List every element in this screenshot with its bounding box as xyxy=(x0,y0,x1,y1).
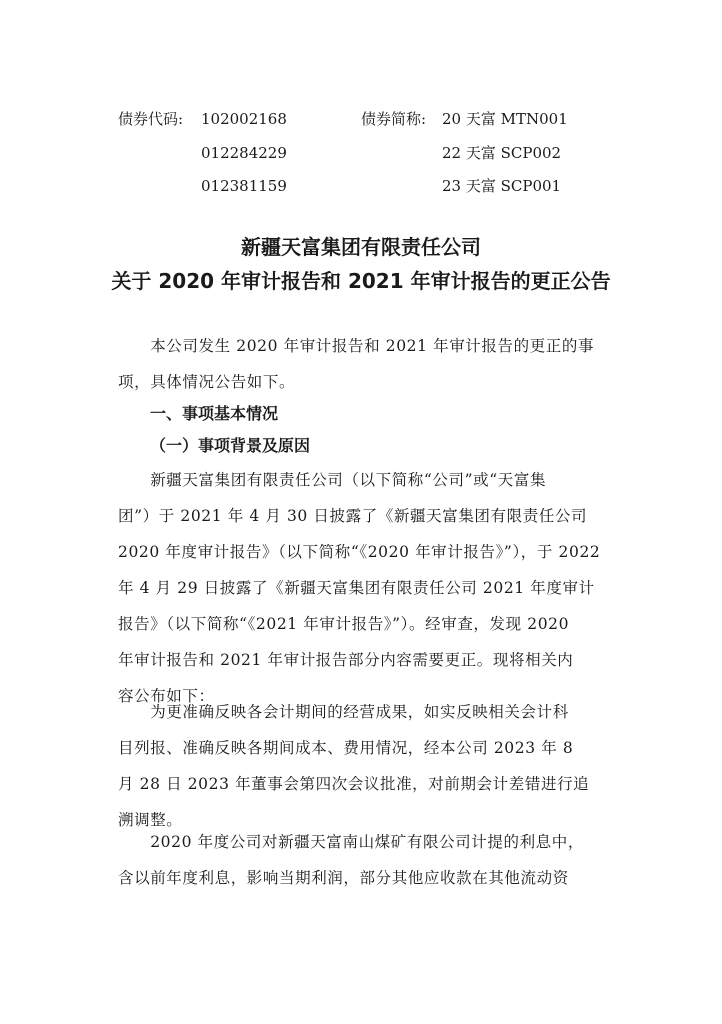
bond-code: 012284229 xyxy=(201,144,287,162)
bond-code: 012381159 xyxy=(201,177,287,195)
text-line: 报告》（以下简称“《2021 年审计报告》”）。经审查，发现 2020 xyxy=(118,615,570,633)
bond-code: 102002168 xyxy=(201,110,287,128)
intro-paragraph xyxy=(118,328,604,400)
announcement-title: 关于 2020 年审计报告和 2021 年审计报告的更正公告 xyxy=(111,269,611,293)
text-line: 2020 年度审计报告》（以下简称“《2020 年审计报告》”），于 2022 xyxy=(118,543,601,561)
section-heading: 一、事项基本情况 xyxy=(150,404,279,423)
text-line: 容公布如下： xyxy=(118,687,215,705)
bond-abbr: 22 天富 SCP002 xyxy=(442,144,562,162)
text-line: 为更准确反映各会计期间的经营成果，如实反映相关会计科 xyxy=(118,703,569,721)
text-line: 年审计报告和 2021 年审计报告部分内容需要更正。现将相关内 xyxy=(118,651,574,669)
text-line: 月 28 日 2023 年董事会第四次会议批准，对前期会计差错进行追 xyxy=(118,775,590,793)
text-line: 目列报、准确反映各期间成本、费用情况，经本公司 2023 年 8 xyxy=(118,739,574,757)
bond-abbr: 20 天富 MTN001 xyxy=(442,110,568,128)
text-line: 团”）于 2021 年 4 月 30 日披露了《新疆天富集团有限责任公司 xyxy=(118,507,588,525)
subsection-heading: （一）事项背景及原因 xyxy=(150,436,311,455)
adjustment-paragraph xyxy=(118,694,604,838)
text-line: 年 4 月 29 日披露了《新疆天富集团有限责任公司 2021 年度审计 xyxy=(118,579,595,597)
text-line: 新疆天富集团有限责任公司（以下简称“公司”或“天富集 xyxy=(118,471,547,489)
company-title: 新疆天富集团有限责任公司 xyxy=(241,235,481,259)
text-line: 溯调整。 xyxy=(118,811,183,829)
bond-code-label: 债券代码: xyxy=(118,110,184,128)
bond-abbr-label: 债券简称: xyxy=(361,110,427,128)
background-paragraph xyxy=(118,462,604,714)
bond-abbr: 23 天富 SCP001 xyxy=(442,177,562,195)
text-line: 项，具体情况公告如下。 xyxy=(118,373,296,391)
interest-paragraph xyxy=(118,824,604,896)
text-line: 2020 年度公司对新疆天富南山煤矿有限公司计提的利息中， xyxy=(118,833,584,851)
text-line: 含以前年度利息，影响当期利润，部分其他应收款在其他流动资 xyxy=(118,869,569,887)
text-line: 本公司发生 2020 年审计报告和 2021 年审计报告的更正的事 xyxy=(118,337,595,355)
